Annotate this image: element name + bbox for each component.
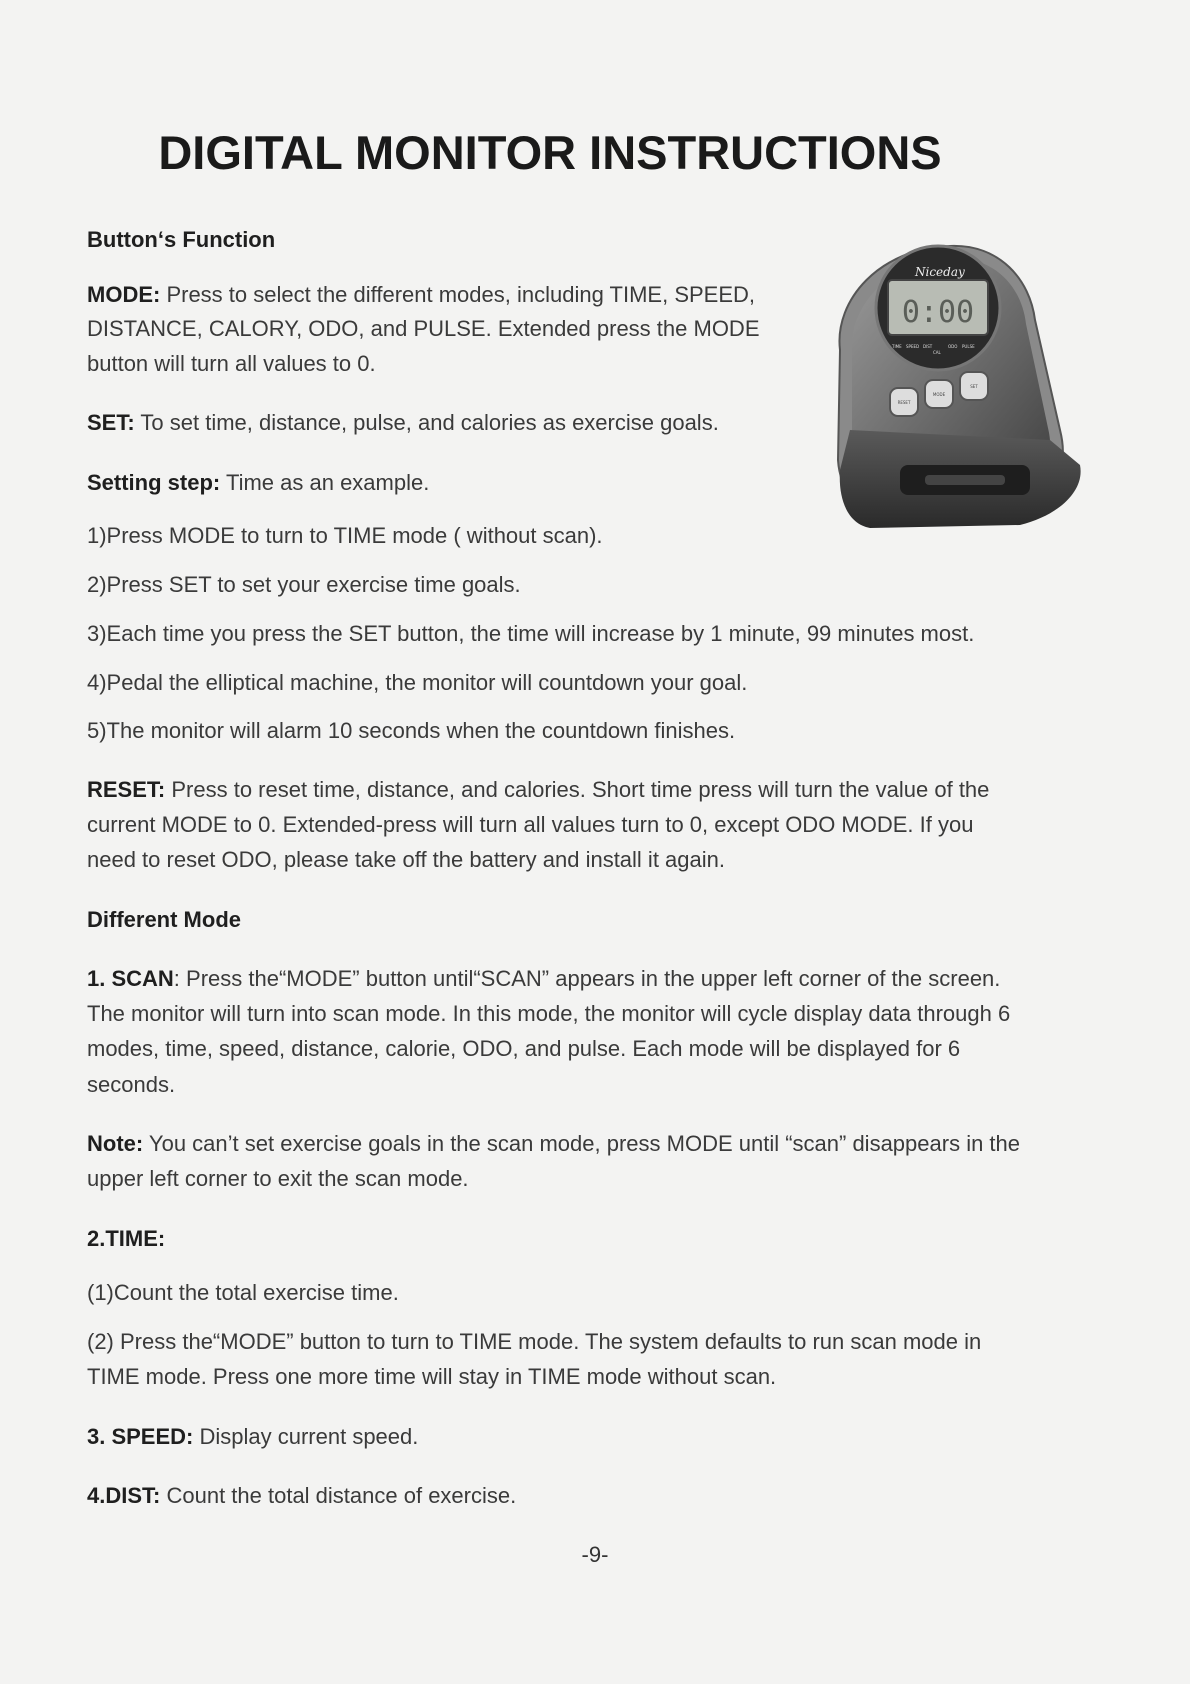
scan-line-4: seconds. — [87, 1072, 176, 1097]
lcd-display — [876, 246, 1000, 370]
set-text: To set time, distance, pulse, and calories as exercise goals. — [134, 410, 719, 435]
dist-label: 4.DIST: — [87, 1483, 161, 1508]
indicator-speed: SPEED — [906, 344, 920, 349]
scan-text-1: : Press the“MODE” button until“SCAN” appears in the upper left corner of the screen. — [173, 966, 1001, 991]
reset-line-1 — [87, 772, 989, 807]
device-reset-label: RESET — [897, 400, 911, 405]
page-title: DIGITAL MONITOR INSTRUCTIONS — [158, 126, 942, 179]
note-text-1: You can’t set exercise goals in the scan mode, press MODE until “scan” disappears in the — [143, 1131, 1021, 1156]
monitor-illustration — [830, 240, 1100, 530]
reset-text-1: Press to reset time, distance, and calories. Short time press will turn the value of the — [165, 777, 990, 802]
indicator-cal: CAL — [933, 350, 941, 355]
note-line-2: upper left corner to exit the scan mode. — [87, 1166, 469, 1191]
time-item-2-line-1: (2) Press the“MODE” button to turn to TIME mode. The system defaults to run scan mode in — [87, 1329, 982, 1354]
set-label: SET: — [87, 410, 135, 435]
scan-label: 1. SCAN — [87, 966, 174, 991]
indicator-pulse: PULSE — [962, 344, 975, 349]
indicator-odo: ODO — [948, 344, 958, 349]
indicator-time: TIME — [892, 344, 902, 349]
setting-step-text: Time as an example. — [220, 470, 430, 495]
setting-step-line — [87, 465, 429, 500]
device-set-label: SET — [970, 384, 978, 389]
time-item-1: (1)Count the total exercise time. — [87, 1280, 399, 1305]
scan-line-3: modes, time, speed, distance, calorie, ODO, and pulse. Each mode will be displayed for 6 — [87, 1036, 961, 1061]
indicator-dist: DIST — [923, 344, 933, 349]
lcd-digits: 0:00 — [901, 295, 975, 330]
scan-line-1 — [87, 961, 1000, 996]
mode-line-1 — [87, 277, 755, 312]
reset-line-3: need to reset ODO, please take off the battery and install it again. — [87, 847, 725, 872]
setting-step-label: Setting step: — [87, 470, 221, 495]
set-line — [87, 405, 719, 440]
time-item-2-line-2: TIME mode. Press one more time will stay in TIME mode without scan. — [87, 1364, 777, 1389]
step-5: 5)The monitor will alarm 10 seconds when the countdown finishes. — [87, 718, 736, 743]
speed-text: Display current speed. — [193, 1424, 419, 1449]
buttons-heading: Button‘s Function — [87, 227, 276, 252]
step-4: 4)Pedal the elliptical machine, the monitor will countdown your goal. — [87, 670, 748, 695]
brand-logo: Niceday — [915, 265, 965, 279]
mode-label: MODE: — [87, 282, 161, 307]
dist-text: Count the total distance of exercise. — [160, 1483, 517, 1508]
mode-line-2: DISTANCE, CALORY, ODO, and PULSE. Extended press the MODE — [87, 316, 760, 341]
reset-label: RESET: — [87, 777, 166, 802]
note-line-1 — [87, 1126, 1020, 1161]
step-3: 3)Each time you press the SET button, the time will increase by 1 minute, 99 minutes most. — [87, 621, 975, 646]
modes-heading: Different Mode — [87, 907, 241, 932]
note-label: Note: — [87, 1131, 144, 1156]
speed-line — [87, 1419, 418, 1454]
step-2: 2)Press SET to set your exercise time goals. — [87, 572, 521, 597]
mode-line-3: button will turn all values to 0. — [87, 351, 376, 376]
dist-line — [87, 1478, 516, 1513]
time-heading: 2.TIME: — [87, 1226, 166, 1251]
device-mode-label: MODE — [932, 392, 946, 397]
speed-label: 3. SPEED: — [87, 1424, 194, 1449]
scan-line-2: The monitor will turn into scan mode. In this mode, the monitor will cycle display data through 6 — [87, 1001, 1011, 1026]
reset-line-2: current MODE to 0. Extended-press will turn all values turn to 0, except ODO MODE. If you — [87, 812, 974, 837]
page-number: -9- — [581, 1542, 609, 1567]
step-1: 1)Press MODE to turn to TIME mode ( without scan). — [87, 523, 603, 548]
mode-text-1: Press to select the different modes, including TIME, SPEED, — [160, 282, 756, 307]
